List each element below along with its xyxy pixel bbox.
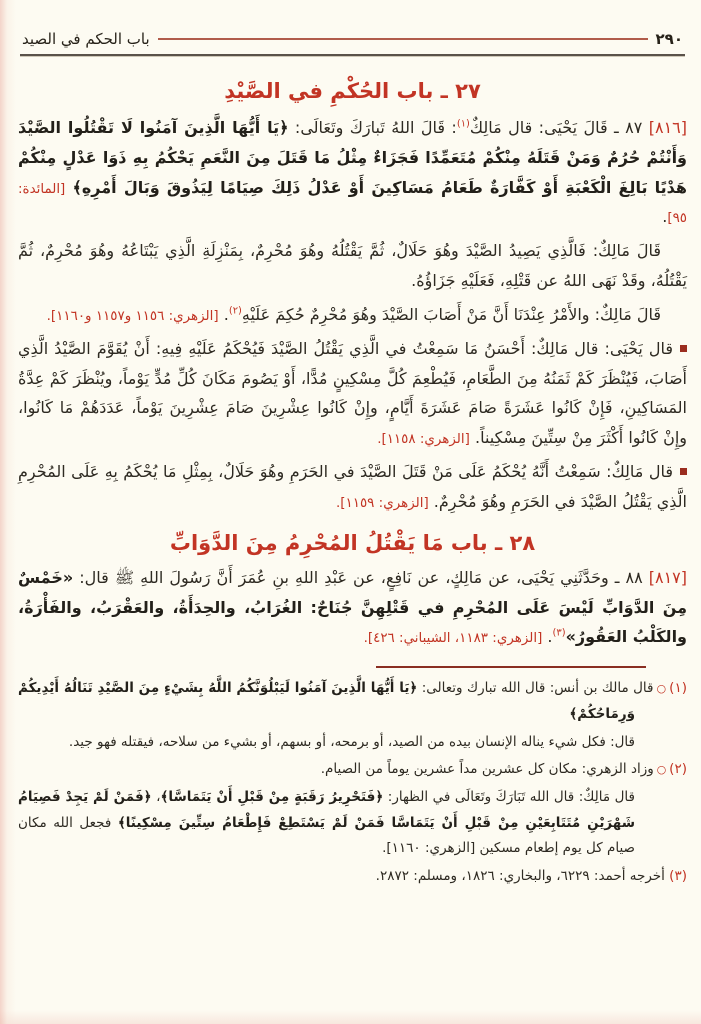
footnote-2-comma: ،: [151, 788, 161, 805]
hadith-816-isnad: ٨٧ ـ قَالَ يَحْيَى: قال مَالِكٌ: [469, 118, 649, 137]
footnotes-block: [18, 676, 687, 889]
malik-commentary-2-text: قَالَ مَالِكٌ: والأَمْرُ عِنْدَنَا أَنَّ مَنْ أَصَابَ الصَّيْدَ وهُوَ مُحْرِمٌ حُكِمَ عَلَيْهِ: [241, 304, 661, 324]
footnote-1-continuation: [18, 730, 687, 756]
chapter-heading-27: ٢٧ ـ باب الحُكْمِ في الصَّيْدِ: [224, 79, 481, 103]
page-number: ٢٩٠: [655, 30, 683, 48]
quran-verse-mujadila-3: ﴿فَتَحْرِيرُ رَقَبَةٍ مِنْ قَبْلِ أَنْ يَتَمَاسَّا﴾: [160, 788, 384, 805]
sentence-period: .: [662, 207, 668, 227]
footnote-2-continuation: [18, 785, 687, 862]
red-square-bullet: [680, 345, 687, 352]
hadith-817-number: [٨١٧]: [648, 567, 687, 587]
footnote-3-text: أخرجه أحمد: ٦٢٢٩، والبخاري: ١٨٢٦، ومسلم: ٢٨٧٢.: [375, 867, 665, 884]
hadith-816-number: [٨١٦]: [648, 118, 688, 137]
footnote-3-marker: (٣): [669, 867, 687, 884]
citation-zuhri-1156: [الزهري: ١١٥٦ و١١٥٧ و١١٦٠].: [46, 308, 219, 324]
footnote-ref-3: (٣): [552, 628, 566, 640]
citation-zuhri-1158: [الزهري: ١١٥٨].: [377, 432, 470, 448]
quran-verse-maida-95: ﴿يَا أَيُّهَا الَّذِينَ آمَنُوا لَا تَقْتُلُوا الصَّيْدَ وَأَنْتُمْ حُرُمٌ وَمَنْ قَتَلَهُ مِنْكُمْ مُتَعَمِّدًا فَجَزَاءٌ مِثْلُ مَا قَتَلَ مِنَ النَّعَمِ يَحْكُمُ بِهِ ذَوَا عَدْلٍ مِنْكُمْ هَدْيًا بَالِغَ الْكَعْبَةِ أَوْ كَفَّارَةٌ طَعَامُ مَسَاكِينَ أَوْ عَدْلُ ذَلِكَ صِيَامًا لِيَذُوقَ وَبَالَ أَمْرِهِ﴾: [18, 118, 687, 197]
hadith-817-matn: «خَمْسٌ مِنَ الدَّوَابِّ لَيْسَ عَلَى المُحْرِمِ في قَتْلِهِنَّ جُنَاحٌ: الغُرَابُ، والحِدَأَةُ، والعَقْرَبُ، والفَأْرَةُ، والكَلْبُ العَقُورُ»: [18, 567, 687, 647]
footnote-2: [18, 757, 687, 783]
chapter-heading-28: ٢٨ ـ باب مَا يَقْتُلُ المُحْرِمُ مِنَ الدَّوَابِّ: [169, 530, 536, 555]
header-red-rule: [158, 38, 648, 40]
quran-verse-mujadila-4: ﴿فَمَنْ لَمْ يَجِدْ فَصِيَامُ شَهْرَيْنِ مُتَتَابِعَيْنِ مِنْ قَبْلِ أَنْ يَتَمَاسَّا فَمَنْ لَمْ يَسْتَطِعْ فَإِطْعَامُ سِتِّينَ مِسْكِينًا﴾: [18, 788, 635, 831]
citation-maida-95: [المائدة: ٩٥]: [18, 181, 687, 227]
footnote-2-marker: (٢): [669, 761, 687, 778]
page-header: [18, 0, 687, 48]
footnote-1-text: قال مالك بن أنس: قال الله تبارك وتعالى:: [417, 680, 654, 697]
footnote-2-continuation-tail: فجعل الله مكان صيام كل يوم إطعام مسكين [الزهري: ١١٦٠].: [18, 814, 635, 857]
hadith-816-lead: : قَالَ اللهُ تَبارَكَ وتَعَالَى:: [288, 118, 457, 137]
quran-verse-maida-94: ﴿يَا أَيُّهَا الَّذِينَ آمَنُوا لَيَبْلُوَنَّكُمُ اللَّهُ بِشَيْءٍ مِنَ الصَّيْدِ تَنَالُهُ أَيْدِيكُمْ وَرِمَاحُكُمْ﴾: [18, 680, 635, 723]
running-head: باب الحكم في الصيد: [22, 30, 150, 48]
footnote-3: [18, 864, 687, 890]
malik-commentary-1: [18, 236, 687, 296]
header-divider-line: [20, 54, 685, 57]
footnote-1-marker: (١): [669, 680, 687, 697]
malik-commentary-3-text: قال مَالِكٌ: سَمِعْتُ أَنَّهُ يُحْكَمُ عَلَى مَنْ قَتَلَ الصَّيْدَ في الحَرَمِ وهُوَ حَلَالٌ، بِمِثْلِ مَا يُحْكَمُ بِهِ عَلَى المُحْرِمِ الَّذِي يَقْتُلُ الصَّيْدَ في الحَرَمِ وهُوَ مُحْرِمٌ.: [18, 462, 687, 511]
footnote-1: [18, 676, 687, 727]
malik-commentary-3: [18, 457, 687, 517]
hadith-817-paragraph: [18, 563, 687, 652]
footnote-separator-rule: [376, 666, 646, 668]
hadith-817-isnad: ٨٨ ـ وحَدَّثَنِي يَحْيَى، عن مَالِكٍ، عن نَافِعٍ، عن عَبْدِ اللهِ بنِ عُمَرَ أَنَّ رَسُولَ اللهِ ﷺ قال:: [73, 567, 649, 587]
footnote-ref-2: (٢): [228, 305, 242, 317]
circle-marker-icon: ○: [656, 682, 667, 696]
citation-zuhri-1159: [الزهري: ١١٥٩].: [336, 495, 429, 511]
footnote-1-continuation-text: قال: فكل شيء يناله الإنسان بيده من الصيد، أو برمحه، أو بسهم، أو بشيء من سلاحه، فيقتله فهو جيد.: [68, 733, 635, 750]
citation-zuhri-1183: [الزهري: ١١٨٣، الشيباني: ٤٢٦].: [363, 631, 543, 647]
yahya-report-paragraph: [18, 334, 687, 453]
footnote-2-continuation-lead: قال مَالِكٌ: قال الله تَبَارَكَ وتَعَالَى في الظهار:: [383, 788, 635, 805]
sentence-period: .: [542, 627, 553, 647]
footnote-2-text: وزاد الزهري: مكان كل عشرين مداً عشرين يوماً من الصيام.: [320, 761, 654, 778]
malik-commentary-2: [18, 300, 687, 330]
malik-commentary-1-text: قَالَ مَالِكٌ: فَالَّذِي يَصِيدُ الصَّيْدَ وهُوَ حَلَالٌ، ثُمَّ يَقْتُلُهُ وهُوَ مُحْرِمٌ، بِمَنْزِلَةِ الَّذِي يَبْتَاعُهُ وهُوَ مُحْرِمٌ، ثُمَّ يَقْتُلُهُ، وقَدْ نَهَى اللهُ عن قَتْلِهِ، فَعَلَيْهِ جَزَاؤُهُ.: [18, 241, 687, 291]
circle-marker-icon: ○: [656, 763, 667, 777]
hadith-816-paragraph: [18, 113, 687, 232]
sentence-period: .: [218, 304, 229, 324]
yahya-report-text: قال يَحْيَى: قال مَالِكٌ: أَحْسَنُ مَا سَمِعْتُ في الَّذِي يَقْتُلُ الصَّيْدَ فَيُحْكَمُ عَلَيْهِ فِيهِ: أَنْ يُقَوَّمَ الصَّيْدُ الَّذِي أَصَابَ، فَيُنْظَرَ كَمْ ثَمَنُهُ مِنَ الطَّعَامِ، فَيُطْعِمَ كُلَّ مِسْكِينٍ مُدًّا، أَوْ يَصُومَ مَكَانَ كُلِّ مُدٍّ يَوْماً، ويُنْظَرَ كَمْ عِدَّةُ المَسَاكِينِ، فَإِنْ كَانُوا عَشَرَةً صَامَ عَشَرَةَ أَيَّامٍ، وإِنْ كَانُوا عِشْرِينَ صَامَ عِشْرِينَ يَوْماً، عَدَدَهُمْ مَا كَانُوا، وإِنْ كَانُوا أَكْثَرَ مِنْ سِتِّينَ مِسْكِيناً.: [18, 338, 687, 448]
footnote-ref-1: (١): [456, 118, 470, 130]
red-square-bullet: [680, 468, 687, 475]
